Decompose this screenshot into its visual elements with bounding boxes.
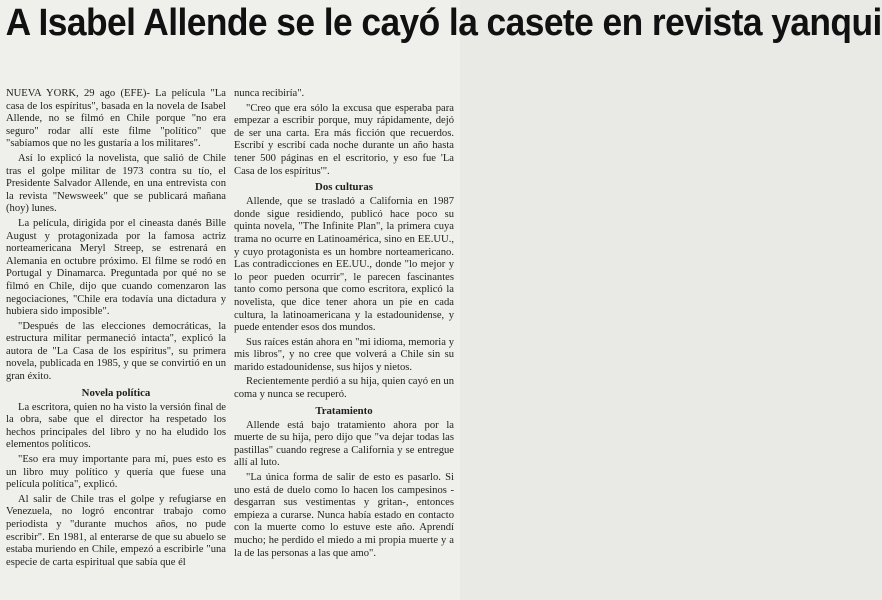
article-paragraph: Allende está bajo tratamiento ahora por la muerte de su hija, pero dijo que "va dejar todas las pastillas" cuando regrese a California y se entregue allí al luto. bbox=[234, 419, 454, 469]
section-heading: Novela política bbox=[81, 386, 151, 399]
article-paragraph: "Después de las elecciones democráticas, la estructura militar permaneció intacta", explicó la autora de "La Casa de los espíritus", su primera novela, publicada en 1985, y que se convirtió en un gran éxito. bbox=[6, 320, 226, 383]
section-heading: Tratamiento bbox=[315, 404, 373, 417]
article-paragraph: "La única forma de salir de esto es pasarlo. Si uno está de duelo como lo hacen los campesinos -desgarran sus vestimentas y gritan-, entonces empieza a curarse. Nunca había estado en contacto con la muerte como lo estuve este año. Aprendí mucho; he perdido el miedo a mi propia muerte y a la de las personas a las que amo". bbox=[234, 472, 454, 559]
article-paragraph: "Eso era muy importante para mí, pues esto es un libro muy político y quería que fuese una película política", explicó. bbox=[6, 454, 226, 491]
section-heading: Dos culturas bbox=[315, 181, 373, 194]
article-paragraph: Así lo explicó la novelista, que salió de Chile tras el golpe militar de 1973 contra su tío, el Presidente Salvador Allende, en una entrevista con la revista "Newsweek" que se publicará mañana (hoy) lunes. bbox=[6, 152, 226, 215]
article-paragraph bbox=[6, 88, 226, 151]
right-column bbox=[234, 88, 454, 598]
article-paragraph: Allende, que se trasladó a California en 1987 donde sigue residiendo, publicó hace poco su quinta novela, "The Infinite Plan", la primera cuya trama no ocurre en Latinoamérica, sino en EE.UU., y cuyo protagonista es un hombre norteamericano. Las contradicciones en EE.UU., donde "lo mejor y lo peor pueden ocurrir", le parecen fascinantes tanto como persona que como escritora, explicó la novelista, que dice tener ahora un pie en cada cultura, la latinoamericana y la estadounidense, y puede entender esos dos mundos. bbox=[234, 196, 454, 334]
article-paragraph: La escritora, quien no ha visto la versión final de la obra, sabe que el director ha respetado los hechos principales del libro y no ha eludido los elementos políticos. bbox=[6, 401, 226, 451]
paragraph-text: - La película "La casa de los espíritus", basada en la novela de Isabel Allende, no se filmó en Chile porque "no era seguro" rodar allí este filme "político" que "sabíamos que no les gustaría a los militares". bbox=[6, 88, 226, 150]
article-paragraph: "Creo que era sólo la excusa que esperaba para empezar a escribir porque, muy rápidamente, dejó de ser una carta. Era más ficción que recuerdos. Escribí y escribí cada noche durante un año hasta tener 500 páginas en el escritorio, y eso fue 'La Casa de los espíritus'". bbox=[234, 102, 454, 177]
dateline: NUEVA YORK, 29 ago (EFE) bbox=[6, 88, 147, 99]
headline: A Isabel Allende se le cayó la casete en revista yanqui bbox=[5, 2, 882, 44]
article-paragraph: Sus raíces están ahora en "mi idioma, memoria y mis libros", y no cree que volverá a Chile sin su marido estadounidense, sus hijos y nietos. bbox=[234, 336, 454, 373]
article-paragraph: Al salir de Chile tras el golpe y refugiarse en Venezuela, no logró encontrar trabajo como periodista y "durante muchos años, no pude escribir". En 1981, al enterarse de que su abuelo se estaba muriendo en Chile, empezó a escribirle "una especie de carta espiritual que sabía que él bbox=[6, 493, 226, 568]
article-paragraph: La película, dirigida por el cineasta danés Bille August y protagonizada por la famosa actriz norteamericana Meryl Streep, se estrenará en Alemania en octubre próximo. El filme se rodó en Portugal y Dinamarca. Preguntada por qué no se filmó en Chile, dijo que cuando comenzaron las negociaciones, "Chile era todavía una dictadura y hubiera sido imposible". bbox=[6, 217, 226, 318]
article-paragraph: Recientemente perdió a su hija, quien cayó en un coma y nunca se recuperó. bbox=[234, 376, 454, 401]
article-body bbox=[6, 88, 454, 598]
left-column bbox=[6, 88, 226, 598]
article-paragraph: nunca recibiría". bbox=[234, 88, 305, 99]
